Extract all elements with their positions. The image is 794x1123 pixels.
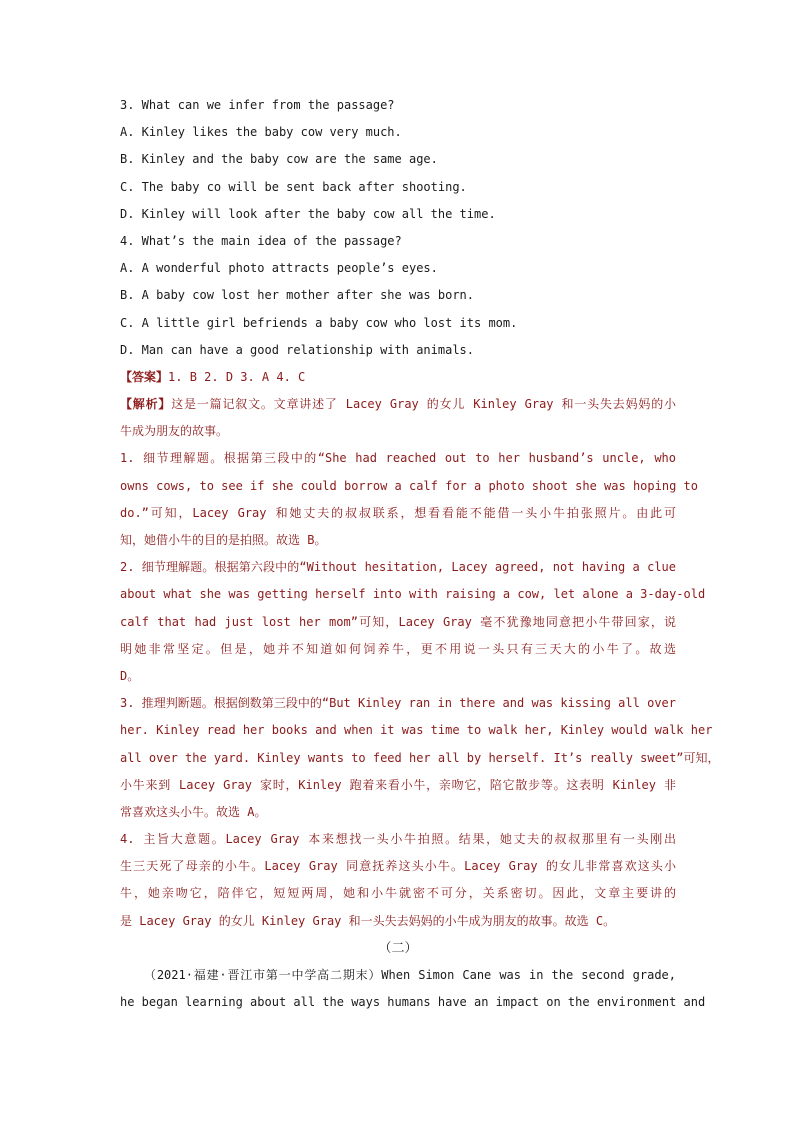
- answer-label: 【答案】: [120, 369, 169, 384]
- passage-line: （2021·福建·晋江市第一中学高二期末）When Simon Cane was in the second grade,: [144, 968, 676, 982]
- answer-text: 1. B 2. D 3. A 4. C: [168, 369, 306, 384]
- analysis-line: 常喜欢这头小牛。故选 A。: [120, 804, 267, 819]
- analysis-label: 【解析】: [120, 397, 172, 412]
- question-option: B. Kinley and the baby cow are the same age.: [120, 152, 438, 167]
- analysis-point-1: [120, 445, 698, 554]
- analysis-intro-line: [120, 391, 676, 418]
- analysis-block: [120, 391, 720, 935]
- section-heading: （二）: [378, 940, 418, 956]
- question-stem: 4. What’s the main idea of the passage?: [120, 233, 402, 248]
- analysis-line: 1. 细节理解题。根据第三段中的“She had reached out to her husband’s uncle, who: [120, 451, 676, 466]
- analysis-line: 知，她借小牛的目的是拍照。故选 B。: [120, 533, 327, 547]
- analysis-line: 4. 主旨大意题。Lacey Gray 本来想找一头小牛拍照。结果，她丈夫的叔叔那里有一头刚出: [120, 832, 676, 847]
- question-stem: 3. What can we infer from the passage?: [120, 98, 395, 112]
- analysis-line: her. Kinley read her books and when it was time to walk her, Kinley would walk her: [120, 723, 713, 738]
- analysis-line: 是 Lacey Gray 的女儿 Kinley Gray 和一头失去妈妈的小牛成为朋友的故事。故选 C。: [120, 913, 616, 928]
- analysis-line: 小牛来到 Lacey Gray 家时，Kinley 跑着来看小牛，亲吻它，陪它散步等。这表明 Kinley 非: [120, 777, 676, 792]
- passage-block: [120, 962, 706, 1016]
- analysis-point-2: [120, 554, 706, 690]
- analysis-line: about what she was getting herself into with raising a cow, let alone a 3-day-old: [120, 587, 706, 602]
- analysis-line: do.”可知，Lacey Gray 和她丈夫的叔叔联系，想看看能不能借一头小牛拍张照片。由此可: [120, 505, 676, 520]
- analysis-line: owns cows, to see if she could borrow a calf for a photo shoot she was hoping to: [120, 478, 698, 493]
- question-option: B. A baby cow lost her mother after she was born.: [120, 288, 475, 303]
- passage-line: he began learning about all the ways humans have an impact on the environment and: [120, 995, 706, 1010]
- question-option: A. Kinley likes the baby cow very much.: [120, 125, 402, 140]
- analysis-intro-line: 牛成为朋友的故事。: [120, 424, 229, 439]
- question-option: C. A little girl befriends a baby cow who lost its mom.: [120, 315, 518, 330]
- question-3: [120, 92, 676, 228]
- question-4: [120, 228, 676, 364]
- question-option: A. A wonderful photo attracts people’s eyes.: [120, 261, 438, 276]
- page-content: [120, 92, 720, 1016]
- analysis-line: all over the yard. Kinley wants to feed her all by herself. It’s really sweet”可知，: [120, 750, 720, 765]
- analysis-point-4: [120, 826, 676, 935]
- analysis-line: 2. 细节理解题。根据第六段中的“Without hesitation, Lacey agreed, not having a clue: [120, 560, 676, 575]
- analysis-point-3: [120, 690, 720, 826]
- question-option: D. Kinley will look after the baby cow all the time.: [120, 206, 496, 221]
- answer-line: [120, 364, 676, 391]
- analysis-line: 3. 推理判断题。根据倒数第三段中的“But Kinley ran in there and was kissing all over: [120, 696, 676, 711]
- analysis-line: 牛，她亲吻它，陪伴它，短短两周，她和小牛就密不可分，关系密切。因此，文章主要讲的: [120, 886, 676, 901]
- analysis-line: 明她非常坚定。但是，她并不知道如何饲养牛，更不用说一头只有三天大的小牛了。故选: [120, 641, 676, 656]
- question-option: C. The baby co will be sent back after shooting.: [120, 179, 467, 194]
- analysis-line: calf that had just lost her mom”可知，Lacey Gray 毫不犹豫地同意把小牛带回家，说: [120, 614, 676, 629]
- analysis-line: D。: [120, 668, 140, 683]
- analysis-intro-text: 这是一篇记叙文。文章讲述了 Lacey Gray 的女儿 Kinley Gray 和一头失去妈妈的小: [171, 397, 676, 412]
- question-option: D. Man can have a good relationship with animals.: [120, 342, 475, 357]
- analysis-line: 生三天死了母亲的小牛。Lacey Gray 同意抚养这头小牛。Lacey Gray 的女儿非常喜欢这头小: [120, 859, 676, 874]
